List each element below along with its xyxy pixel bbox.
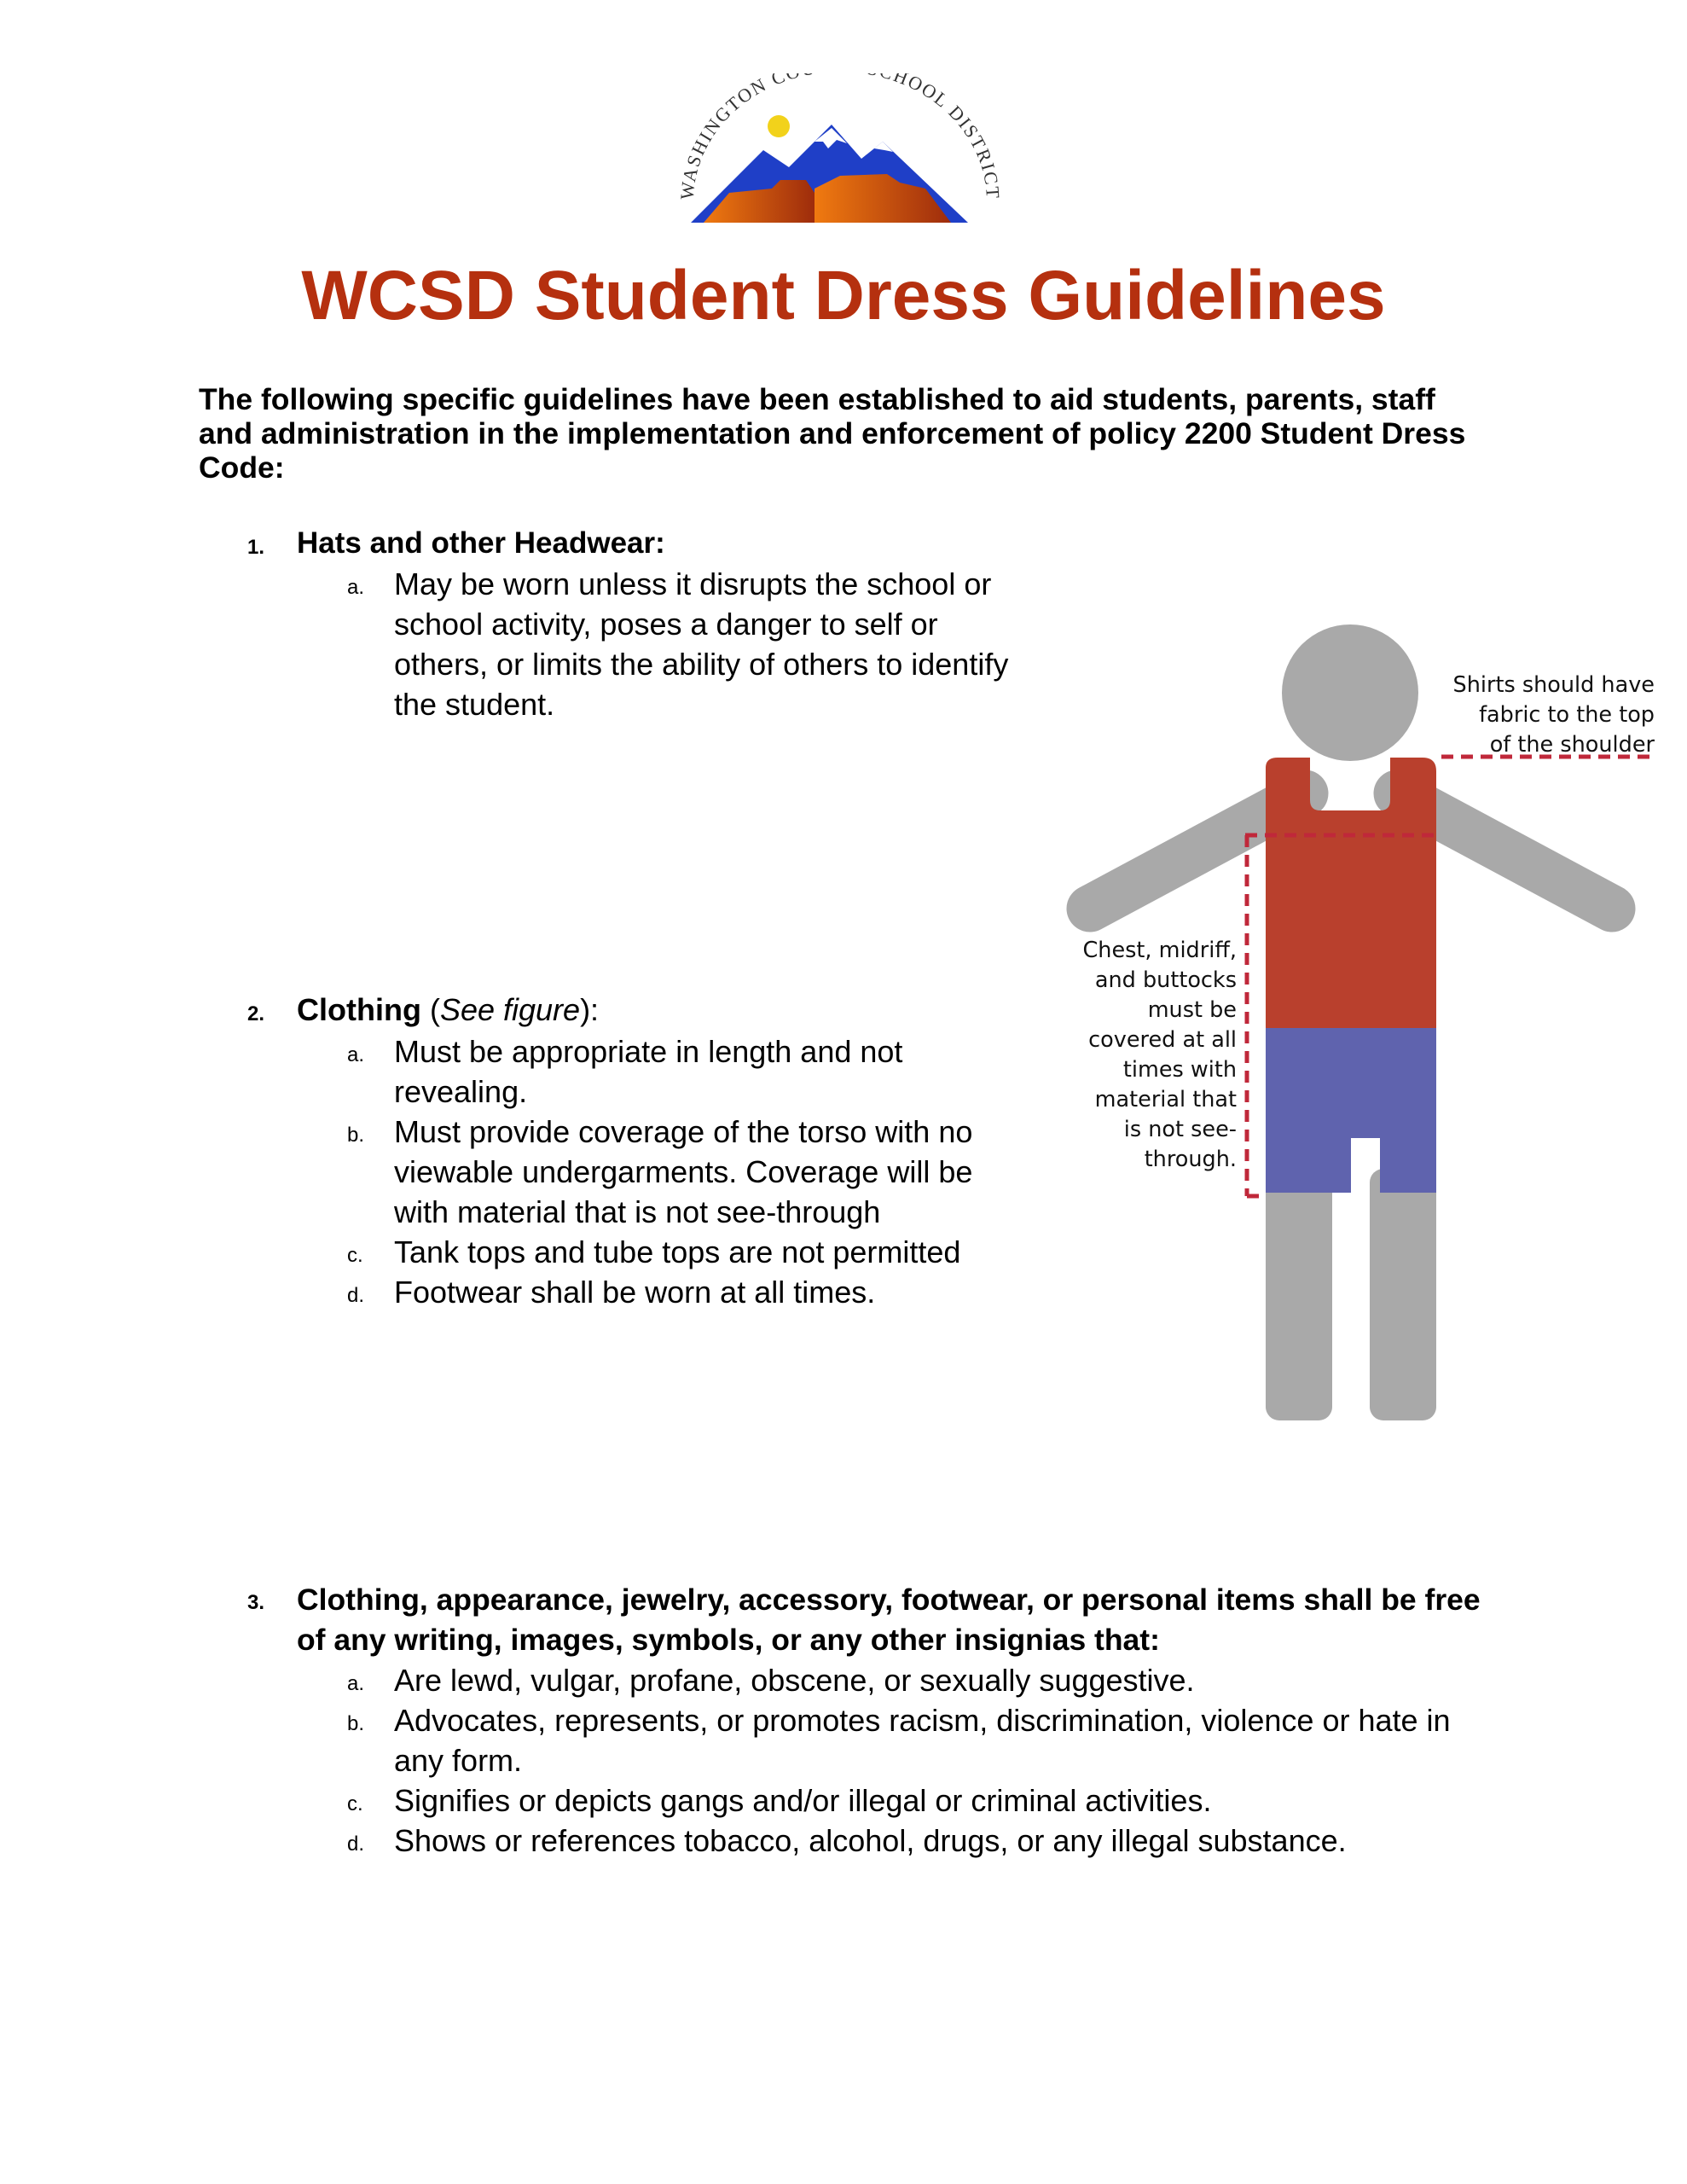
section-2-item-d: [394, 1272, 875, 1312]
section-3-item-b: [394, 1700, 1451, 1780]
section-1-heading: Hats and other Headwear:: [297, 526, 665, 560]
line: fabric to the top: [1479, 702, 1655, 728]
line: material that: [1094, 1087, 1237, 1112]
line: Chest, midriff,: [1082, 938, 1237, 963]
section-2-item-a-letter: a.: [347, 1043, 365, 1066]
section-2-item-b: [394, 1112, 972, 1232]
line: others, or limits the ability of others to identify: [394, 647, 1009, 682]
section-1-item-a-letter: a.: [347, 576, 365, 599]
section-3-number: 3.: [247, 1591, 265, 1614]
line: Signifies or depicts gangs and/or illegal or criminal activities.: [394, 1783, 1212, 1818]
section-2-item-d-letter: d.: [347, 1284, 365, 1307]
line: of the shoulder: [1489, 732, 1655, 758]
section-3-item-b-letter: b.: [347, 1712, 365, 1735]
line: Shirts should have: [1452, 672, 1655, 698]
line: is not see-: [1123, 1117, 1237, 1142]
line: revealing.: [394, 1074, 528, 1109]
line: covered at all: [1088, 1027, 1237, 1053]
line: and buttocks: [1094, 967, 1237, 993]
line: times with: [1122, 1057, 1237, 1083]
section-2-item-a: [394, 1031, 902, 1112]
section-3-item-c-letter: c.: [347, 1792, 363, 1815]
section-2-heading: [297, 993, 599, 1027]
paren-close: ):: [580, 992, 600, 1027]
page-title: WCSD Student Dress Guidelines: [301, 257, 1386, 334]
line: May be worn unless it disrupts the school or: [394, 566, 992, 601]
section-2-item-c-letter: c.: [347, 1244, 363, 1267]
line: Clothing, appearance, jewelry, accessory, footwear, or personal items shall be free: [297, 1583, 1481, 1617]
section-2-number: 2.: [247, 1002, 265, 1025]
section-3-item-c: [394, 1780, 1211, 1821]
line: through.: [1144, 1147, 1237, 1172]
line: viewable undergarments. Coverage will be: [394, 1154, 973, 1189]
figure-shorts: [1266, 1028, 1436, 1193]
line: of any writing, images, symbols, or any other insignias that:: [297, 1623, 1160, 1657]
section-3-item-d-letter: d.: [347, 1833, 365, 1856]
line: Advocates, represents, or promotes racism, discrimination, violence or hate in: [394, 1703, 1451, 1738]
see-figure-text: See figure: [439, 992, 581, 1027]
line: the student.: [394, 687, 555, 722]
section-1-item-a: [394, 564, 1008, 724]
section-3-heading: [297, 1580, 1481, 1660]
line: Are lewd, vulgar, profane, obscene, or sexually suggestive.: [394, 1663, 1195, 1698]
line: Footwear shall be worn at all times.: [394, 1275, 876, 1310]
intro-paragraph: The following specific guidelines have been established to aid students, parents, staff and administration in the implementation and enforcement of policy 2200 Student Dress Code:: [199, 382, 1466, 485]
section-2-item-c: [394, 1232, 960, 1272]
section-2-item-b-letter: b.: [347, 1124, 365, 1147]
logo-arc-text: WASHINGTON C HOOL DISTRICT: [675, 73, 1005, 201]
figure-shirt: [1266, 758, 1436, 1028]
line: any form.: [394, 1743, 523, 1778]
torso-label: [1058, 936, 1237, 1175]
paren-open: (: [420, 992, 440, 1027]
line: with material that is not see-through: [394, 1194, 881, 1229]
figure-right-leg: [1370, 1169, 1436, 1420]
line: Must be appropriate in length and not: [394, 1034, 903, 1069]
line: Tank tops and tube tops are not permitted: [394, 1234, 961, 1269]
section-3-item-d: [394, 1821, 1347, 1861]
district-logo: [670, 73, 1011, 235]
section-1-number: 1.: [247, 536, 265, 559]
section-2-heading-bold: Clothing: [297, 992, 421, 1027]
line: Shows or references tobacco, alcohol, drugs, or any illegal substance.: [394, 1823, 1347, 1858]
shoulder-label: [1394, 671, 1655, 760]
section-3-item-a: [394, 1660, 1195, 1700]
dress-code-figure: [1058, 614, 1655, 1433]
line: Must provide coverage of the torso with no: [394, 1114, 973, 1149]
figure-left-leg: [1266, 1169, 1332, 1420]
section-3-item-a-letter: a.: [347, 1672, 365, 1695]
line: must be: [1147, 997, 1237, 1023]
line: school activity, poses a danger to self or: [394, 607, 938, 642]
